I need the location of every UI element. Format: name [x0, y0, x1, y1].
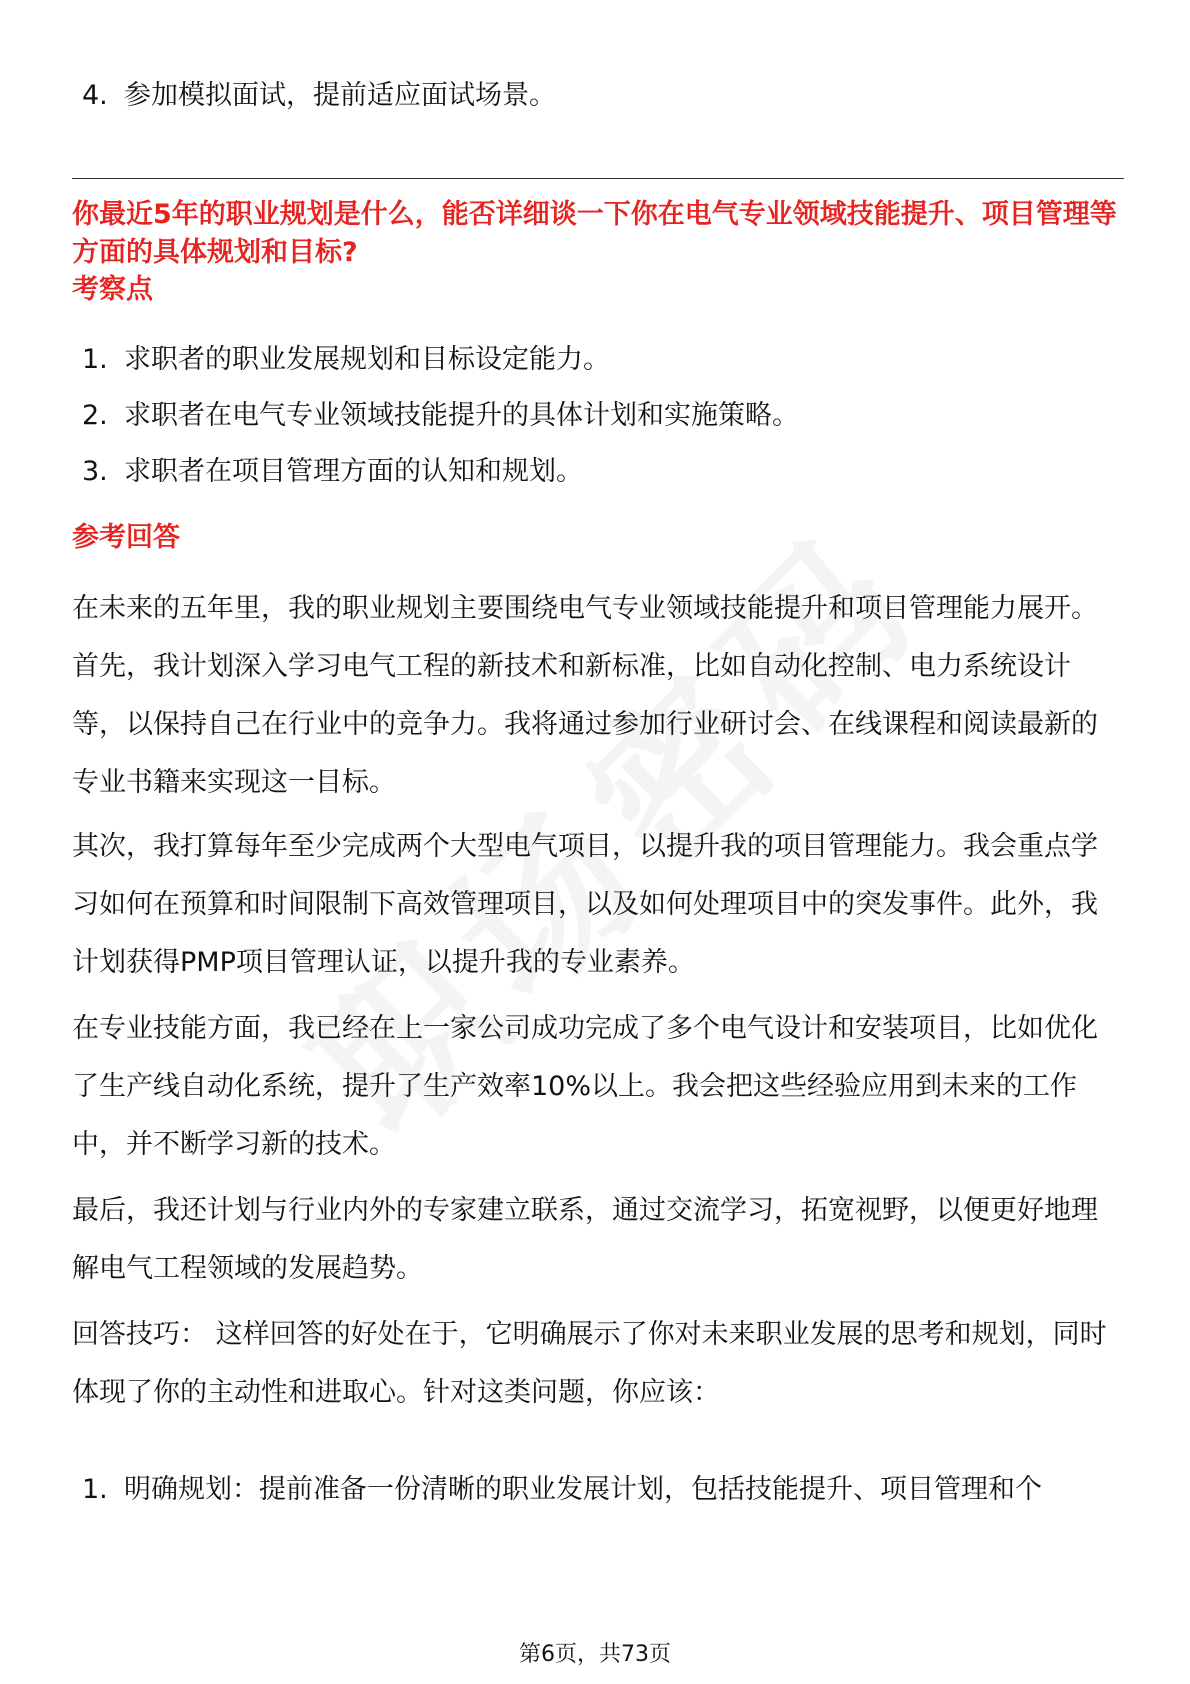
list-item: [82, 388, 1122, 444]
answer-paragraph: 在专业技能方面，我已经在上一家公司成功完成了多个电气设计和安装项目，比如优化了生产线自动化系统，提升了生产效率10%以上。我会把这些经验应用到未来的工作中，并不断学习新的技术。: [72, 1013, 1098, 1160]
list-number: 3.: [82, 456, 108, 487]
question-heading: 你最近5年的职业规划是什么，能否详细谈一下你在电气专业领域技能提升、项目管理等方面的具体规划和目标?: [72, 199, 1117, 268]
list-item: [82, 444, 1122, 500]
list-text: 求职者在电气专业领域技能提升的具体计划和实施策略。: [124, 400, 799, 431]
list-number: 1.: [82, 344, 108, 375]
list-text: 求职者在项目管理方面的认知和规划。: [124, 456, 583, 487]
list-number: 1.: [82, 1474, 108, 1505]
tips-intro-paragraph: 回答技巧： 这样回答的好处在于，它明确展示了你对未来职业发展的思考和规划，同时体现了你的主动性和进取心。针对这类问题，你应该：: [72, 1319, 1107, 1408]
answer-paragraph: 其次，我打算每年至少完成两个大型电气项目，以提升我的项目管理能力。我会重点学习如何在预算和时间限制下高效管理项目，以及如何处理项目中的突发事件。此外，我计划获得PMP项目管理认证，以提升我的专业素养。: [72, 831, 1098, 978]
answer-paragraph: 在未来的五年里，我的职业规划主要围绕电气专业领域技能提升和项目管理能力展开。首先，我计划深入学习电气工程的新技术和新标准，比如自动化控制、电力系统设计等，以保持自己在行业中的竞争力。我将通过参加行业研讨会、在线课程和阅读最新的专业书籍来实现这一目标。: [72, 593, 1098, 798]
tips-list: [82, 1462, 1122, 1518]
list-text: 求职者的职业发展规划和目标设定能力。: [124, 344, 610, 375]
list-item: [82, 332, 1122, 388]
page-footer: 第6页，共73页: [519, 1642, 671, 1667]
section-title-points: 考察点: [72, 274, 153, 305]
points-list: [82, 332, 1122, 500]
answer-paragraph: 最后，我还计划与行业内外的专家建立联系，通过交流学习，拓宽视野，以便更好地理解电气工程领域的发展趋势。: [72, 1195, 1098, 1284]
list-number: 2.: [82, 400, 108, 431]
section-divider: [72, 178, 1124, 179]
list-text: 明确规划：提前准备一份清晰的职业发展计划，包括技能提升、项目管理和个: [124, 1474, 1042, 1505]
list-item-top: [82, 74, 556, 118]
list-number: 4.: [82, 80, 108, 111]
list-text: 参加模拟面试，提前适应面试场景。: [124, 80, 556, 111]
list-item: [82, 1462, 1122, 1518]
section-title-answer: 参考回答: [72, 522, 180, 553]
